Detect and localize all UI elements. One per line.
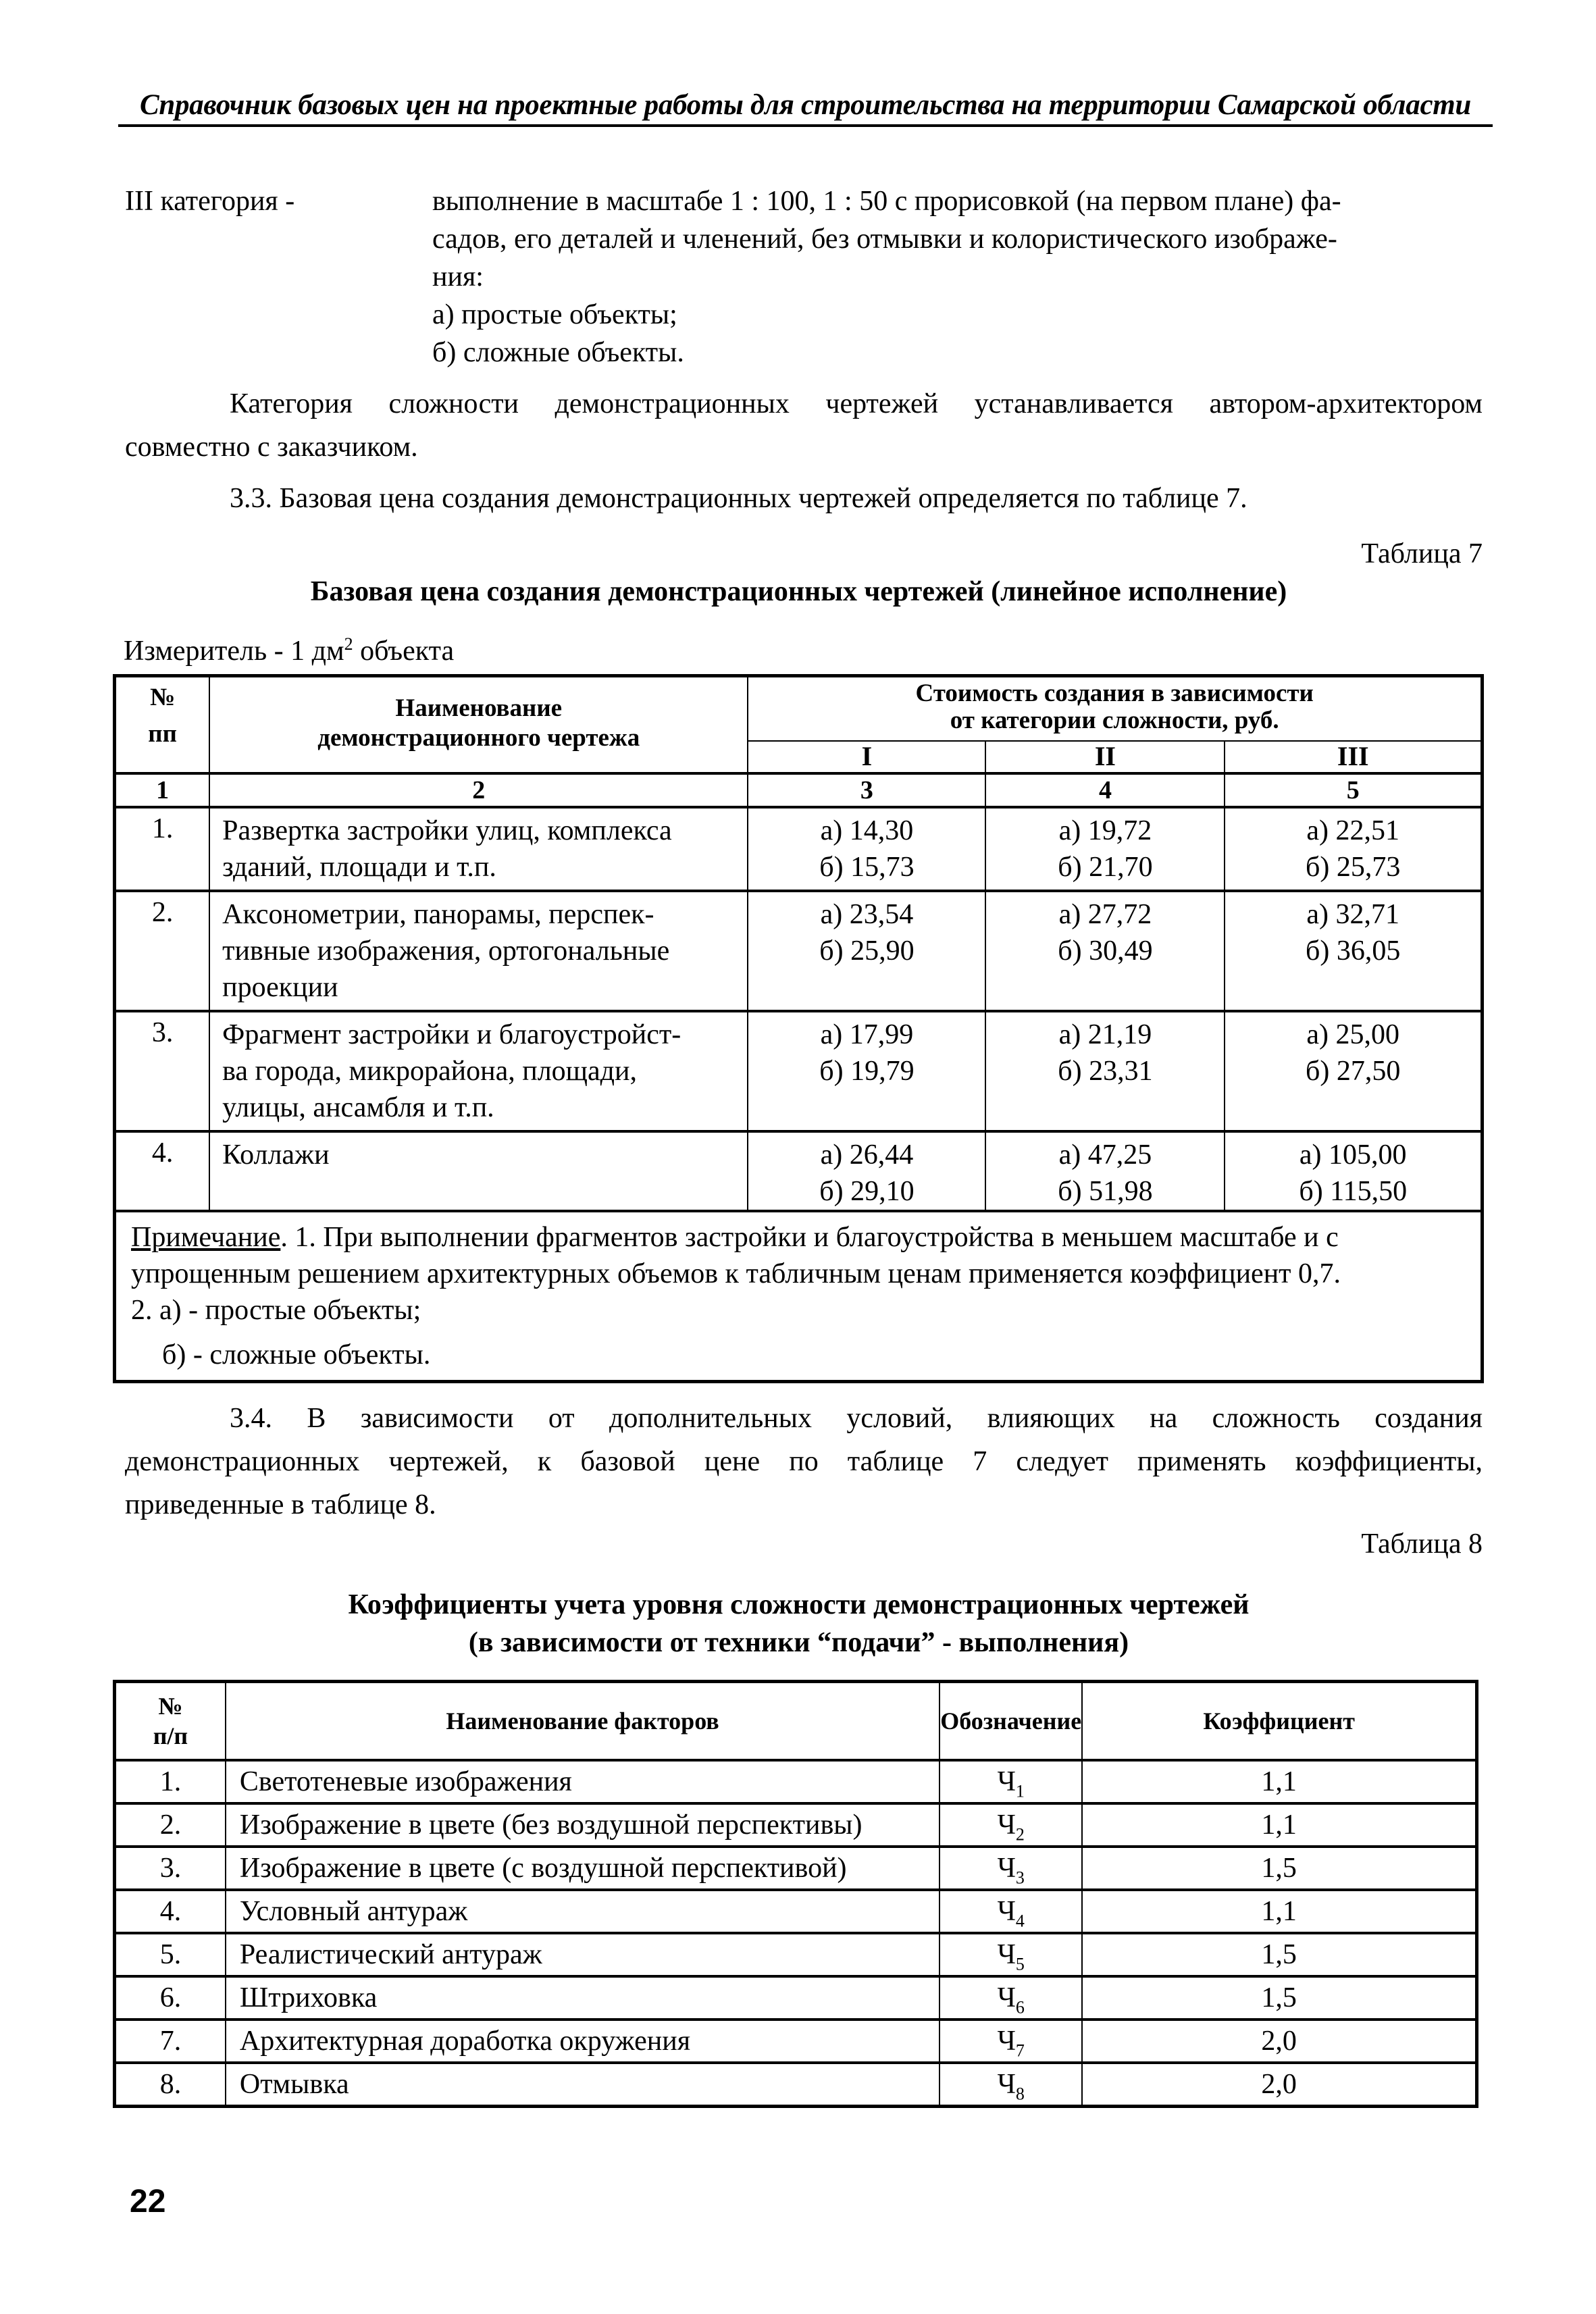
header-number-line: пп <box>148 720 177 748</box>
table8 <box>113 1680 1478 2108</box>
price-b: б) 15,73 <box>819 851 915 883</box>
paragraph-line: совместно с заказчиком. <box>125 432 418 463</box>
table-row <box>115 1760 1477 1803</box>
table-row <box>115 1847 1477 1890</box>
row-name-line: тивные изображения, ортогональные <box>222 935 670 967</box>
header-cost <box>748 676 1482 741</box>
table7-measure-unit <box>124 635 454 667</box>
factor-name: Отмывка <box>226 2063 939 2107</box>
header-number-line: № <box>158 1693 183 1720</box>
header-name-line: Наименование <box>395 694 563 722</box>
symbol-subscript: 4 <box>1015 1911 1025 1931</box>
row-number: 2. <box>115 891 210 1011</box>
header-coefficient: Коэффициент <box>1082 1682 1476 1761</box>
header-name <box>209 676 748 773</box>
category-line: а) простые объекты; <box>432 299 677 330</box>
factor-name: Изображение в цвете (с воздушной перспективой) <box>226 1847 939 1890</box>
symbol-subscript: 3 <box>1015 1868 1025 1888</box>
column-index: 2 <box>209 773 748 807</box>
price-b: б) 21,70 <box>1058 851 1153 883</box>
header-number-line: № <box>149 684 176 711</box>
category-label: III категория - <box>125 186 295 217</box>
paragraph-line: приведенные в таблице 8. <box>125 1489 436 1520</box>
table7-note <box>115 1211 1483 1382</box>
price-a: а) 21,19 <box>1058 1019 1152 1050</box>
factor-coefficient: 1,5 <box>1082 1976 1476 2020</box>
header-number-line: п/п <box>153 1722 188 1749</box>
price-a: а) 105,00 <box>1299 1139 1407 1171</box>
header-name-line: демонстрационного чертежа <box>317 724 640 752</box>
price-cat1 <box>748 1131 985 1211</box>
header-number <box>115 676 210 773</box>
table-row <box>115 891 1483 1011</box>
factor-coefficient: 1,1 <box>1082 1803 1476 1847</box>
factor-name: Условный антураж <box>226 1890 939 1933</box>
price-b: б) 19,79 <box>819 1055 915 1087</box>
price-cat3 <box>1225 891 1482 1011</box>
factor-symbol <box>939 1803 1082 1847</box>
price-b: б) 115,50 <box>1299 1175 1408 1207</box>
category-line: б) сложные объекты. <box>432 337 684 368</box>
factor-coefficient: 1,1 <box>1082 1760 1476 1803</box>
row-name-line: Аксонометрии, панорамы, перспек- <box>222 898 654 930</box>
price-a: а) 27,72 <box>1058 898 1152 930</box>
paragraph-line: 3.4. В зависимости от дополнительных условий, влияющих на сложность создания <box>230 1403 1483 1434</box>
factor-coefficient: 1,5 <box>1082 1933 1476 1976</box>
table-row <box>115 807 1483 891</box>
note-text: . 1. При выполнении фрагментов застройки и благоустройства в меньшем масштабе и с <box>280 1221 1339 1253</box>
price-b: б) 25,90 <box>819 935 915 967</box>
table-row <box>115 2063 1477 2107</box>
running-header: Справочник базовых цен на проектные работы для строительства на территории Самарской области <box>118 86 1493 127</box>
row-name <box>209 891 748 1011</box>
table8-title-line: (в зависимости от техники “подачи” - выполнения) <box>468 1627 1129 1658</box>
paragraph-category <box>125 382 1483 469</box>
symbol-letter: Ч <box>997 1766 1016 1797</box>
measure-prefix: Измеритель - 1 дм <box>124 636 344 667</box>
row-number: 7. <box>115 2020 226 2063</box>
factor-name: Штриховка <box>226 1976 939 2020</box>
price-cat3 <box>1225 807 1482 891</box>
table-row <box>115 1131 1483 1211</box>
price-b: б) 25,73 <box>1306 851 1401 883</box>
column-index: 1 <box>115 773 210 807</box>
note-label: Примечание <box>131 1221 281 1253</box>
header-number <box>115 1682 226 1761</box>
column-index: 3 <box>748 773 985 807</box>
symbol-letter: Ч <box>997 1982 1016 2013</box>
price-cat3 <box>1225 1011 1482 1131</box>
table-row <box>115 2020 1477 2063</box>
row-number: 1. <box>115 807 210 891</box>
row-number: 6. <box>115 1976 226 2020</box>
category-line: садов, его деталей и членений, без отмывки и колористического изображе- <box>432 224 1337 255</box>
row-name-line: Коллажи <box>222 1139 330 1171</box>
header-factor-name: Наименование факторов <box>226 1682 939 1761</box>
price-a: а) 14,30 <box>820 815 914 846</box>
row-number: 2. <box>115 1803 226 1847</box>
table7 <box>113 674 1484 1383</box>
factor-coefficient: 2,0 <box>1082 2063 1476 2107</box>
row-name <box>209 1011 748 1131</box>
price-cat2 <box>985 891 1225 1011</box>
factor-symbol <box>939 1760 1082 1803</box>
header-cost-line: от категории сложности, руб. <box>950 706 1279 734</box>
row-name-line: зданий, площади и т.п. <box>222 851 496 883</box>
row-number: 8. <box>115 2063 226 2107</box>
row-name-line: ва города, микрорайона, площади, <box>222 1055 638 1087</box>
price-a: а) 26,44 <box>820 1139 914 1171</box>
symbol-letter: Ч <box>997 1896 1016 1927</box>
column-index: 4 <box>985 773 1225 807</box>
header-category-1: I <box>748 741 985 773</box>
price-b: б) 30,49 <box>1058 935 1153 967</box>
row-number: 4. <box>115 1890 226 1933</box>
symbol-letter: Ч <box>997 1853 1016 1884</box>
table8-title <box>115 1586 1483 1662</box>
symbol-subscript: 5 <box>1015 1954 1025 1974</box>
factor-name: Светотеневые изображения <box>226 1760 939 1803</box>
measure-suffix: объекта <box>353 636 455 667</box>
symbol-subscript: 6 <box>1015 1997 1025 2017</box>
symbol-subscript: 1 <box>1015 1781 1025 1801</box>
price-a: а) 32,71 <box>1306 898 1400 930</box>
category-line: ния: <box>432 261 484 292</box>
note-text: упрощенным решением архитектурных объемов к табличным ценам применяется коэффициент 0,7. <box>131 1258 1341 1289</box>
table-row <box>115 1803 1477 1847</box>
row-number: 3. <box>115 1011 210 1131</box>
factor-symbol <box>939 2020 1082 2063</box>
symbol-subscript: 7 <box>1015 2040 1025 2061</box>
price-b: б) 29,10 <box>819 1175 915 1207</box>
price-a: а) 47,25 <box>1058 1139 1152 1171</box>
note-text: 2. а) - простые объекты; <box>131 1294 421 1326</box>
price-a: а) 23,54 <box>820 898 914 930</box>
table-row <box>115 1933 1477 1976</box>
paragraph-3-3: 3.3. Базовая цена создания демонстрационных чертежей определяется по таблице 7. <box>230 483 1247 514</box>
factor-coefficient: 1,1 <box>1082 1890 1476 1933</box>
factor-coefficient: 2,0 <box>1082 2020 1476 2063</box>
price-cat1 <box>748 807 985 891</box>
paragraph-3-4 <box>125 1397 1483 1526</box>
symbol-letter: Ч <box>997 2026 1016 2057</box>
note-text: б) - сложные объекты. <box>162 1339 431 1370</box>
row-name <box>209 1131 748 1211</box>
paragraph-line: Категория сложности демонстрационных чертежей устанавливается автором-архитектором <box>230 388 1483 419</box>
price-b: б) 27,50 <box>1306 1055 1401 1087</box>
row-number: 3. <box>115 1847 226 1890</box>
table-row <box>115 1976 1477 2020</box>
price-cat2 <box>985 1011 1225 1131</box>
header-symbol: Обозначение <box>939 1682 1082 1761</box>
header-category-2: II <box>985 741 1225 773</box>
category-line: выполнение в масштабе 1 : 100, 1 : 50 с прорисовкой (на первом плане) фа- <box>432 186 1341 217</box>
factor-symbol <box>939 1933 1082 1976</box>
factor-name: Архитектурная доработка окружения <box>226 2020 939 2063</box>
row-name-line: улицы, ансамбля и т.п. <box>222 1091 494 1123</box>
factor-name: Изображение в цвете (без воздушной перспективы) <box>226 1803 939 1847</box>
row-number: 5. <box>115 1933 226 1976</box>
row-number: 1. <box>115 1760 226 1803</box>
category-description <box>432 182 1486 371</box>
price-b: б) 36,05 <box>1306 935 1401 967</box>
table-row <box>115 1890 1477 1933</box>
price-cat1 <box>748 1011 985 1131</box>
factor-symbol <box>939 1890 1082 1933</box>
row-number: 4. <box>115 1131 210 1211</box>
factor-symbol <box>939 2063 1082 2107</box>
price-a: а) 19,72 <box>1058 815 1152 846</box>
factor-name: Реалистический антураж <box>226 1933 939 1976</box>
row-name-line: проекции <box>222 971 338 1003</box>
symbol-subscript: 8 <box>1015 2084 1025 2104</box>
price-a: а) 25,00 <box>1306 1019 1400 1050</box>
price-cat2 <box>985 807 1225 891</box>
price-b: б) 23,31 <box>1058 1055 1153 1087</box>
symbol-subscript: 2 <box>1015 1824 1025 1845</box>
table7-title: Базовая цена создания демонстрационных чертежей (линейное исполнение) <box>310 576 1287 607</box>
measure-superscript: 2 <box>344 634 353 654</box>
symbol-letter: Ч <box>997 1809 1016 1841</box>
column-index: 5 <box>1225 773 1482 807</box>
factor-coefficient: 1,5 <box>1082 1847 1476 1890</box>
price-b: б) 51,98 <box>1058 1175 1153 1207</box>
price-cat2 <box>985 1131 1225 1211</box>
row-name-line: Фрагмент застройки и благоустройст- <box>222 1019 681 1050</box>
header-category-3: III <box>1225 741 1482 773</box>
table-row <box>115 1011 1483 1131</box>
price-cat1 <box>748 891 985 1011</box>
price-cat3 <box>1225 1131 1482 1211</box>
table8-title-line: Коэффициенты учета уровня сложности демонстрационных чертежей <box>348 1589 1250 1620</box>
price-a: а) 17,99 <box>820 1019 914 1050</box>
symbol-letter: Ч <box>997 2069 1016 2100</box>
symbol-letter: Ч <box>997 1939 1016 1970</box>
factor-symbol <box>939 1847 1082 1890</box>
paragraph-line: демонстрационных чертежей, к базовой цене по таблице 7 следует применять коэффициенты, <box>125 1446 1483 1477</box>
row-name-line: Развертка застройки улиц, комплекса <box>222 815 672 846</box>
header-cost-line: Стоимость создания в зависимости <box>915 679 1314 707</box>
factor-symbol <box>939 1976 1082 2020</box>
price-a: а) 22,51 <box>1306 815 1400 846</box>
table7-caption: Таблица 7 <box>1361 538 1483 569</box>
table8-caption: Таблица 8 <box>1361 1528 1483 1560</box>
page-number: 22 <box>130 2184 166 2219</box>
row-name <box>209 807 748 891</box>
